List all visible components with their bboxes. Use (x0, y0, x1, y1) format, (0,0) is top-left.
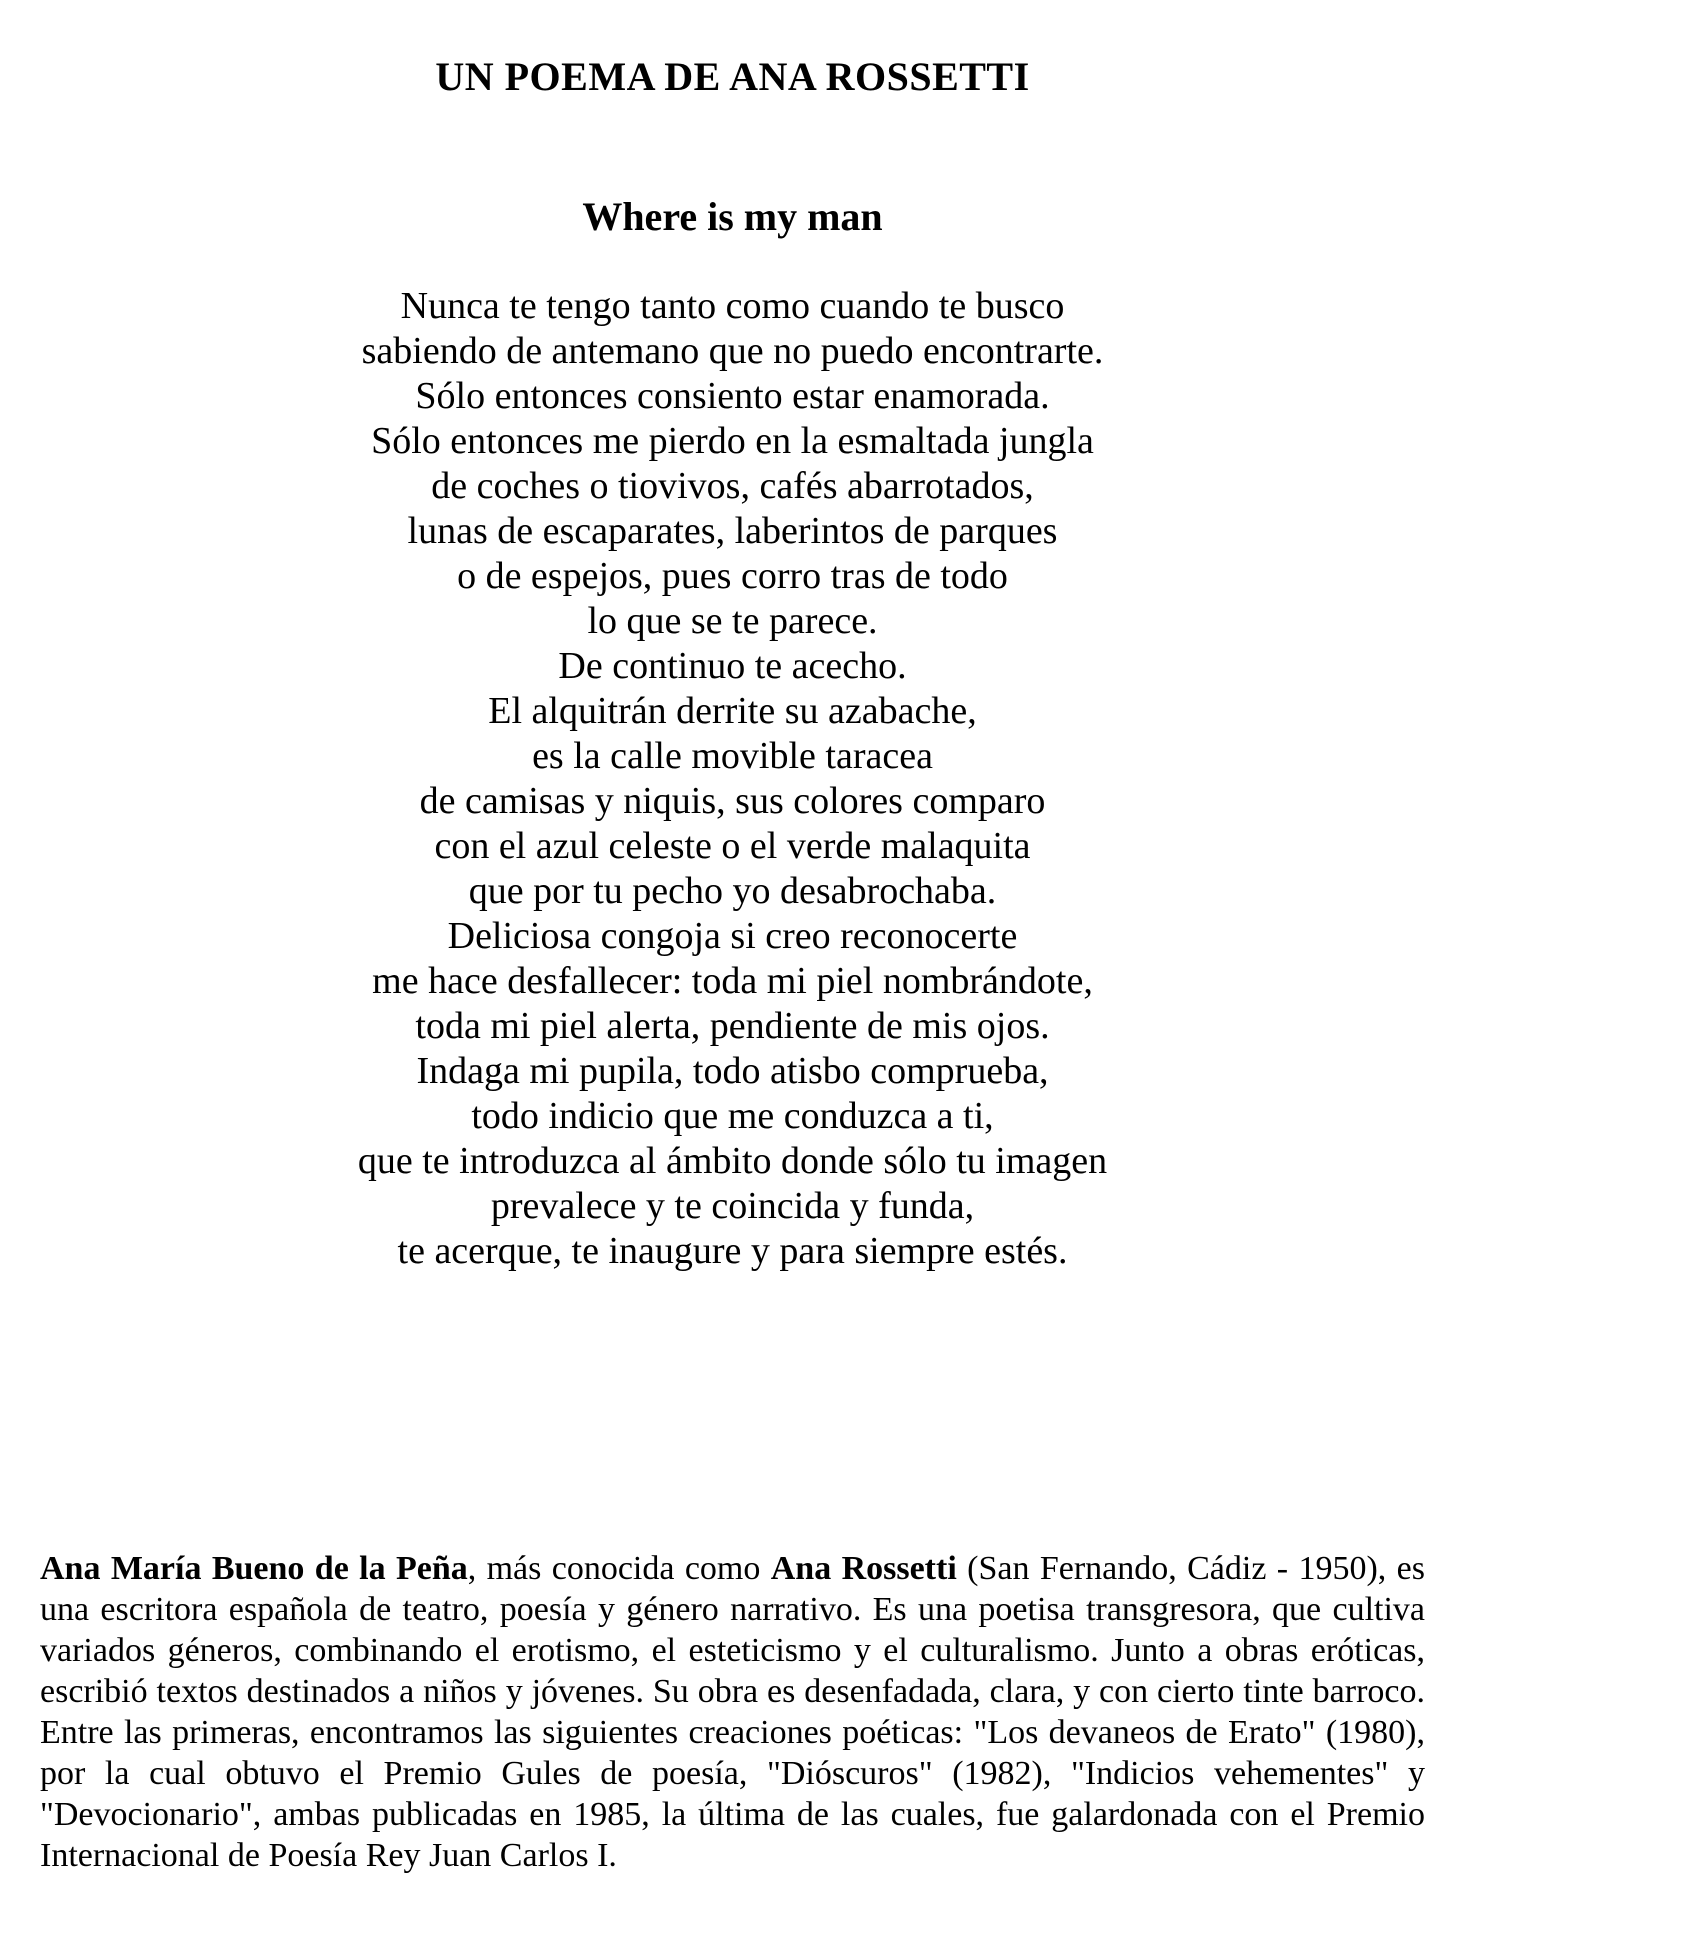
poem-line: Indaga mi pupila, todo atisbo comprueba, (416, 1050, 1049, 1092)
poem-line: con el azul celeste o el verde malaquita (434, 825, 1031, 867)
bio-bold-name: Ana María Bueno de la Peña (40, 1550, 468, 1587)
page-title: UN POEMA DE ANA ROSSETTI (435, 54, 1030, 99)
poem-line: lo que se te parece. (587, 600, 878, 642)
bio-text: , más conocida como (467, 1550, 771, 1587)
poem-line: que por tu pecho yo desabrochaba. (468, 870, 997, 912)
bio-bold-name: Ana Rossetti (770, 1550, 957, 1587)
poem-line: sabiendo de antemano que no puedo encontrarte. (361, 330, 1104, 372)
poem-line: de camisas y niquis, sus colores comparo (419, 780, 1046, 822)
poem-body (40, 284, 1425, 1274)
poem-line: me hace desfallecer: toda mi piel nombrándote, (372, 960, 1093, 1002)
poem-line: El alquitrán derrite su azabache, (488, 690, 977, 732)
poem-line: toda mi piel alerta, pendiente de mis ojos. (415, 1005, 1050, 1047)
bio-paragraph (40, 1548, 1425, 1876)
poem-line: Deliciosa congoja si creo reconocerte (447, 915, 1018, 957)
poem-line: todo indicio que me conduzca a ti, (471, 1095, 994, 1137)
poem (40, 194, 1425, 1274)
poem-line: Sólo entonces me pierdo en la esmaltada jungla (371, 420, 1094, 462)
poem-line: Sólo entonces consiento estar enamorada. (415, 375, 1050, 417)
poem-line: de coches o tiovivos, cafés abarrotados, (431, 465, 1034, 507)
poem-line: es la calle movible taracea (532, 735, 933, 777)
bio-text: (San Fernando, Cádiz - 1950), es una escritora española de teatro, poesía y género narrativo. Es una poetisa transgresora, que cultiva variados géneros, combinando el erotismo, el esteticismo y el culturalismo. Junto a obras eróticas, escribió textos destinados a niños y jóvenes. Su obra es desenfadada, clara, y con cierto tinte barroco. Entre las primeras, encontramos las siguientes creaciones poéticas: "Los devaneos de Erato" (1980), por la cual obtuvo el Premio Gules de poesía, "Dióscuros" (1982), "Indicios vehementes" y "Devocionario", ambas publicadas en 1985, la última de las cuales, fue galardonada con el Premio Internacional de Poesía Rey Juan Carlos I. (40, 1550, 1425, 1874)
poem-title: Where is my man (582, 194, 883, 239)
poem-line: que te introduzca al ámbito donde sólo tu imagen (357, 1140, 1108, 1182)
poem-line: te acerque, te inaugure y para siempre estés. (397, 1230, 1068, 1272)
poem-line: lunas de escaparates, laberintos de parques (407, 510, 1058, 552)
poem-line: Nunca te tengo tanto como cuando te busco (400, 285, 1065, 327)
document-page (40, 54, 1425, 1876)
poem-line: prevalece y te coincida y funda, (490, 1185, 975, 1227)
poem-line: o de espejos, pues corro tras de todo (457, 555, 1008, 597)
poem-line: De continuo te acecho. (558, 645, 907, 687)
